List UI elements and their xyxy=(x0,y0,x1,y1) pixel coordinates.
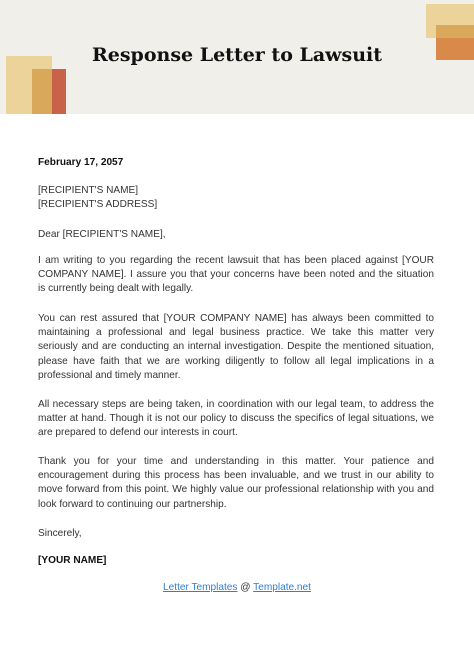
recipient-address: [RECIPIENT'S ADDRESS] xyxy=(38,199,158,211)
paragraph-2: You can rest assured that [YOUR COMPANY NAME] has always been committed to maintaining a professional and legal business practice. We take this matter very seriously and are conducting an internal investigation. Despite the mentioned situation, please have faith that we are working diligently to follow all legal implications in a professional and timely manner. xyxy=(38,313,434,381)
paragraph-4: Thank you for your time and understanding in this matter. Your patience and encouragement during this process has been invaluable, and we trust in our ability to move forward from this point. We highly value our professional relationship with you and look forward to continuing our partnership. xyxy=(38,456,434,510)
letter-date: February 17, 2057 xyxy=(38,157,124,168)
decor-block-left-2 xyxy=(32,69,52,114)
decor-block-left-3 xyxy=(52,69,66,114)
recipient-block xyxy=(38,184,434,212)
salutation: Dear [RECIPIENT'S NAME], xyxy=(38,229,166,240)
footer xyxy=(0,582,474,593)
document-title: Response Letter to Lawsuit xyxy=(91,44,383,66)
paragraph-1: I am writing to you regarding the recent lawsuit that has been placed against [YOUR COMPANY NAME]. I assure you that your concerns have been noted and the situation is currently being dealt with legally. xyxy=(38,255,434,295)
closing: Sincerely, xyxy=(38,528,82,539)
letter-templates-link[interactable]: Letter Templates xyxy=(163,582,238,593)
footer-separator: @ xyxy=(237,582,254,593)
decor-block-right-2 xyxy=(436,25,474,38)
paragraph-3: All necessary steps are being taken, in coordination with our legal team, to address the matter at hand. Though it is not our policy to discuss the specifics of legal situations, we are prepared to defend our interests in court. xyxy=(38,399,434,439)
signature-name: [YOUR NAME] xyxy=(38,555,107,566)
template-net-link[interactable]: Template.net xyxy=(253,582,311,593)
recipient-name: [RECIPIENT'S NAME] xyxy=(38,185,139,196)
